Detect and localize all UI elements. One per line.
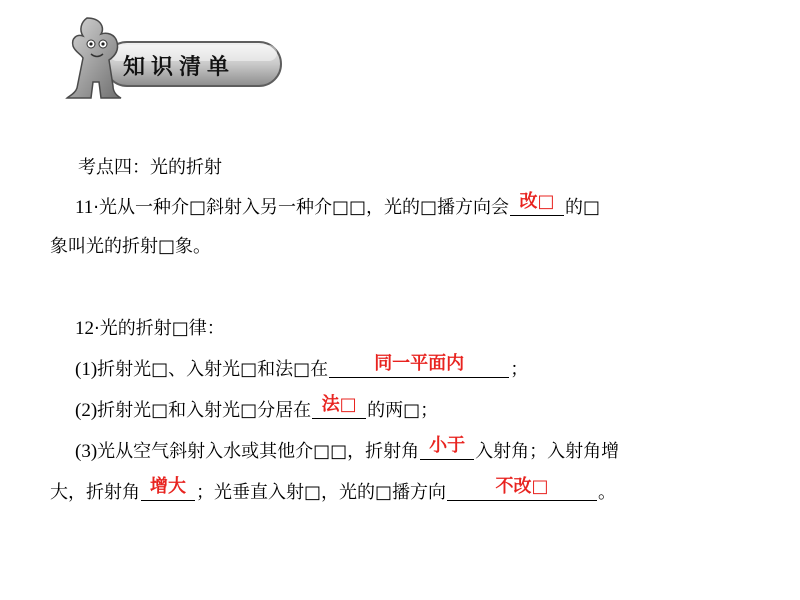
q12-item1: [75, 353, 529, 381]
q11-answer: 改□: [519, 191, 555, 212]
item3-text-a: 光从空气斜射入水或其他介□□，折射角: [97, 441, 420, 462]
item3-answer3: 不改□: [495, 476, 549, 497]
q11-line2: 象叫光的折射□象。: [50, 236, 212, 257]
item2-blank: [312, 394, 366, 419]
q11-number: 11: [75, 197, 94, 218]
item3-answer2: 增大: [150, 476, 186, 497]
item1-prefix: (1): [75, 359, 98, 380]
q12-number: 12: [75, 318, 94, 339]
item2-prefix: (2): [75, 400, 98, 421]
section-banner: [57, 12, 287, 112]
q12-item3-line1: [75, 435, 620, 463]
q11-line1: [75, 191, 601, 219]
q12-item3-line2: [50, 476, 617, 504]
item3-text-b: 入射角；入射角增: [475, 441, 620, 462]
item3-end: 。: [598, 482, 617, 503]
item3-line2-b: ；光垂直入射□，光的□播方向: [196, 482, 447, 503]
item2-end: 的两□；: [367, 400, 439, 421]
section-heading: 考点四：光的折射: [78, 157, 222, 178]
item3-blank1: [420, 435, 474, 460]
q12-item2: [75, 394, 439, 422]
q11-text-b: 的□: [565, 197, 601, 218]
q11-text-a: ·光从一种介□斜射入另一种介□□，光的□播方向会: [93, 197, 510, 218]
item1-end: ；: [510, 359, 529, 380]
item3-blank3: [447, 476, 597, 501]
q12-intro-text: ·光的折射□律：: [94, 318, 225, 339]
item3-blank2: [141, 476, 195, 501]
item2-answer: 法□: [321, 394, 357, 415]
item3-answer1: 小于: [429, 435, 466, 456]
item1-text: 折射光□、入射光□和法□在: [97, 359, 329, 380]
banner-title: 知识清单: [123, 54, 236, 80]
item3-line2-a: 大，折射角: [50, 482, 140, 503]
item2-text: 折射光□和入射光□分居在: [97, 400, 312, 421]
q11-blank: [510, 191, 564, 216]
q12-intro: [75, 318, 225, 340]
item1-blank: [329, 353, 509, 378]
item3-prefix: (3): [75, 441, 98, 462]
item1-answer: 同一平面内: [374, 353, 465, 374]
